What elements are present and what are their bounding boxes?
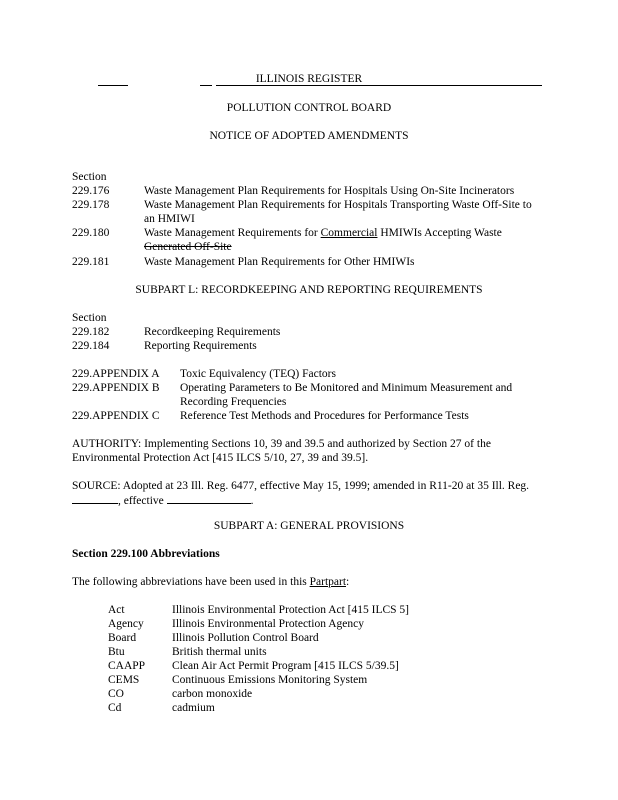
blank-effective xyxy=(167,493,251,504)
title-text: HMIWIs Accepting Waste xyxy=(377,227,502,239)
subpart-a-heading: SUBPART A: GENERAL PROVISIONS xyxy=(213,520,405,532)
source-text: SOURCE: Adopted at 23 Ill. Reg. 6477, effective May 15, 1999; amended in R11-20 at 35 Ill. Reg. xyxy=(72,480,530,492)
section-number: 229.178 xyxy=(72,199,110,211)
abbreviation-row xyxy=(108,659,548,673)
abbreviation-row xyxy=(108,645,548,659)
inserted-text: Partpart xyxy=(309,576,347,588)
notice-title: NOTICE OF ADOPTED AMENDMENTS xyxy=(209,130,409,142)
section-title: Reporting Requirements xyxy=(144,340,257,352)
abbreviation-term: Btu xyxy=(108,646,125,658)
section-number: 229.181 xyxy=(72,256,110,268)
appendix-title: Toxic Equivalency (TEQ) Factors xyxy=(180,368,336,380)
appendix-number: 229.APPENDIX A xyxy=(72,368,160,380)
abbreviation-term: Agency xyxy=(108,618,144,630)
abbreviation-definition: Continuous Emissions Monitoring System xyxy=(172,674,368,686)
section-heading: Section 229.100 Abbreviations xyxy=(72,548,220,560)
abbreviation-definition: Illinois Environmental Protection Act [415 ILCS 5] xyxy=(172,604,409,616)
section-title: Recordkeeping Requirements xyxy=(144,326,281,338)
inserted-text: Commercial xyxy=(320,227,378,239)
intro-text: The following abbreviations have been used in this xyxy=(72,576,310,588)
source-text: , effective xyxy=(118,495,167,507)
section-label: Section xyxy=(72,171,107,183)
struck-text: Generated Off-Site xyxy=(144,241,232,253)
abbreviation-row xyxy=(108,631,548,645)
abbreviation-row xyxy=(108,701,548,715)
abbreviation-row xyxy=(108,687,548,701)
abbreviation-definition: cadmium xyxy=(172,702,215,714)
section-label: Section xyxy=(72,312,107,324)
section-title: Waste Management Plan Requirements for Hospitals Using On-Site Incinerators xyxy=(144,185,515,197)
abbreviation-term: CAAPP xyxy=(108,660,146,672)
abbreviation-row xyxy=(108,673,548,687)
abbreviation-row xyxy=(108,617,548,631)
abbreviation-term: Cd xyxy=(108,702,122,714)
abbreviation-definition: British thermal units xyxy=(172,646,267,658)
section-title xyxy=(144,226,544,254)
abbreviation-term: Board xyxy=(108,632,137,644)
board-title: POLLUTION CONTROL BOARD xyxy=(226,102,392,114)
authority-paragraph: AUTHORITY: Implementing Sections 10, 39 and 39.5 and authorized by Section 27 of the Environmental Protection Act [415 ILCS 5/10, 27, 39 and 39.5]. xyxy=(72,438,491,464)
abbreviation-definition: Clean Air Act Permit Program [415 ILCS 5/39.5] xyxy=(172,660,399,672)
abbreviation-row xyxy=(108,603,548,617)
abbreviation-term: Act xyxy=(108,604,125,616)
source-text: . xyxy=(250,495,254,507)
appendix-number: 229.APPENDIX C xyxy=(72,410,160,422)
abbreviation-term: CEMS xyxy=(108,674,140,686)
subpart-l-heading: SUBPART L: RECORDKEEPING AND REPORTING REQUIREMENTS xyxy=(135,284,483,296)
blank-reg xyxy=(72,493,118,504)
abbreviation-definition: Illinois Pollution Control Board xyxy=(172,632,319,644)
intro-text: : xyxy=(346,576,350,588)
source-paragraph xyxy=(72,479,550,508)
title-text: Waste Management Requirements for xyxy=(144,227,321,239)
appendix-title: Reference Test Methods and Procedures for Performance Tests xyxy=(180,410,469,422)
abbreviation-definition: Illinois Environmental Protection Agency xyxy=(172,618,364,630)
section-number: 229.182 xyxy=(72,326,110,338)
abbreviations-intro xyxy=(72,575,349,589)
section-number: 229.180 xyxy=(72,227,110,239)
abbreviation-term: CO xyxy=(108,688,124,700)
section-number: 229.184 xyxy=(72,340,110,352)
abbreviation-definition: carbon monoxide xyxy=(172,688,253,700)
section-title: Waste Management Plan Requirements for Other HMIWIs xyxy=(144,256,415,268)
register-title: ILLINOIS REGISTER xyxy=(255,73,363,85)
section-title: Waste Management Plan Requirements for Hospitals Transporting Waste Off-Site to an HMIWI xyxy=(144,199,532,225)
section-number: 229.176 xyxy=(72,185,110,197)
appendix-title: Operating Parameters to Be Monitored and Minimum Measurement and Recording Frequencies xyxy=(180,382,513,408)
appendix-number: 229.APPENDIX B xyxy=(72,382,160,394)
